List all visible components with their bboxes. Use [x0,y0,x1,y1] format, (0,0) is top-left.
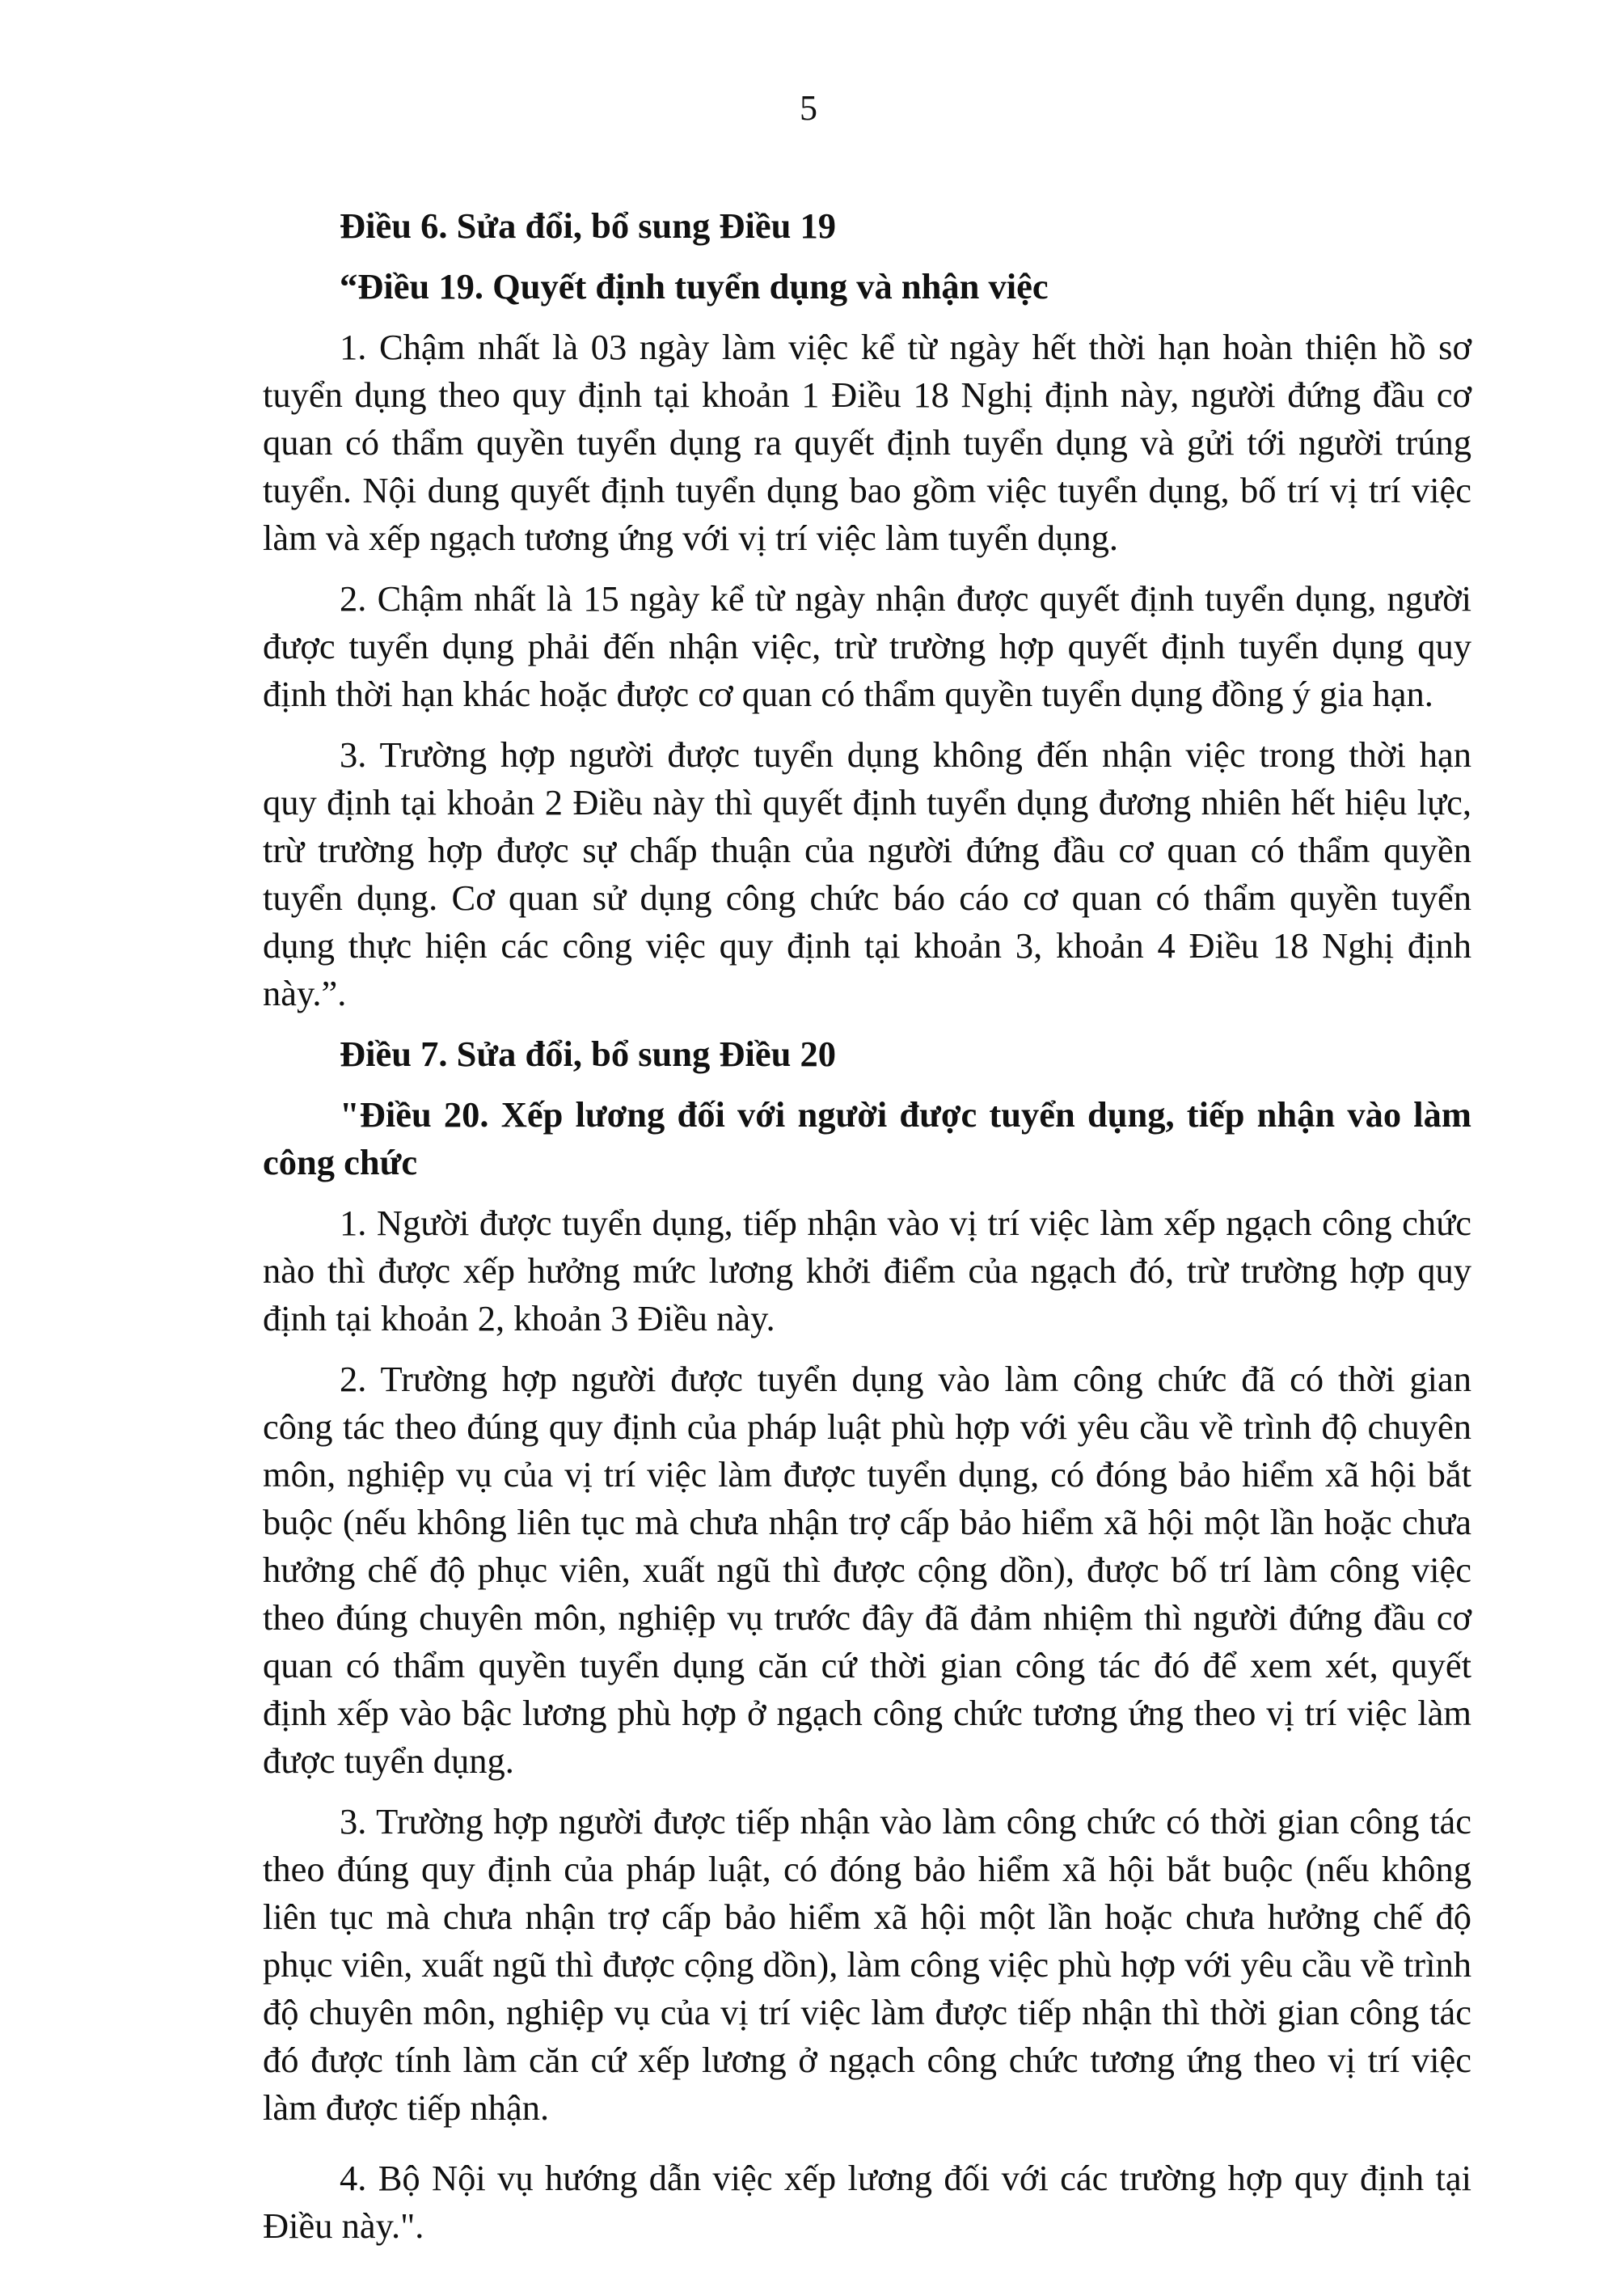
article-20-clause-3: 3. Trường hợp người được tiếp nhận vào làm công chức có thời gian công tác theo đúng quy định của pháp luật, có đóng bảo hiểm xã hội bắt buộc (nếu không liên tục mà chưa nhận trợ cấp bảo hiểm xã hội một lần hoặc chưa hưởng chế độ phục viên, xuất ngũ thì được cộng dồn), làm công việc phù hợp với yêu cầu về trình độ chuyên môn, nghiệp vụ của vị trí việc làm được tiếp nhận thì thời gian công tác đó được tính làm căn cứ xếp lương ở ngạch công chức tương ứng theo vị trí việc làm được tiếp nhận. [263,1801,1471,2128]
article-20-clause-2: 2. Trường hợp người được tuyển dụng vào làm công chức đã có thời gian công tác theo đúng quy định của pháp luật phù hợp với yêu cầu về trình độ chuyên môn, nghiệp vụ của vị trí việc làm được tuyển dụng, có đóng bảo hiểm xã hội bắt buộc (nếu không liên tục mà chưa nhận trợ cấp bảo hiểm xã hội một lần hoặc chưa hưởng chế độ phục viên, xuất ngũ thì được cộng dồn), được bố trí làm công việc theo đúng chuyên môn, nghiệp vụ trước đây đã đảm nhiệm thì người đứng đầu cơ quan có thẩm quyền tuyển dụng căn cứ thời gian công tác đó để xem xét, quyết định xếp vào bậc lương phù hợp ở ngạch công chức tương ứng theo vị trí việc làm được tuyển dụng. [263,1359,1471,1781]
article-20-clause-1: 1. Người được tuyển dụng, tiếp nhận vào vị trí việc làm xếp ngạch công chức nào thì được xếp hưởng mức lương khởi điểm của ngạch đó, trừ trường hợp quy định tại khoản 2, khoản 3 Điều này. [263,1203,1471,1338]
article-19-clause-3: 3. Trường hợp người được tuyển dụng không đến nhận việc trong thời hạn quy định tại khoản 2 Điều này thì quyết định tuyển dụng đương nhiên hết hiệu lực, trừ trường hợp được sự chấp thuận của người đứng đầu cơ quan có thẩm quyền tuyển dụng. Cơ quan sử dụng công chức báo cáo cơ quan có thẩm quyền tuyển dụng thực hiện các công việc quy định tại khoản 3, khoản 4 Điều 18 Nghị định này.”. [263,734,1471,1013]
article-19-title: “Điều 19. Quyết định tuyển dụng và nhận việc [340,266,1049,307]
article-7-heading: Điều 7. Sửa đổi, bổ sung Điều 20 [340,1034,837,1074]
document-body [263,202,1471,2263]
article-20-clause-4: 4. Bộ Nội vụ hướng dẫn việc xếp lương đối với các trường hợp quy định tại Điều này.". [263,2158,1471,2246]
article-19-clause-2: 2. Chậm nhất là 15 ngày kể từ ngày nhận được quyết định tuyển dụng, người được tuyển dụng phải đến nhận việc, trừ trường hợp quyết định tuyển dụng quy định thời hạn khác hoặc được cơ quan có thẩm quyền tuyển dụng đồng ý gia hạn. [263,578,1471,714]
article-6-heading: Điều 6. Sửa đổi, bổ sung Điều 19 [340,205,837,246]
article-20-title: "Điều 20. Xếp lương đối với người được tuyển dụng, tiếp nhận vào làm công chức [263,1094,1471,1182]
article-19-clause-1: 1. Chậm nhất là 03 ngày làm việc kể từ ngày hết thời hạn hoàn thiện hồ sơ tuyển dụng theo quy định tại khoản 1 Điều 18 Nghị định này, người đứng đầu cơ quan có thẩm quyền tuyển dụng ra quyết định tuyển dụng và gửi tới người trúng tuyển. Nội dung quyết định tuyển dụng bao gồm việc tuyển dụng, bố trí vị trí việc làm và xếp ngạch tương ứng với vị trí việc làm tuyển dụng. [263,327,1471,558]
page-number: 5 [800,88,817,128]
